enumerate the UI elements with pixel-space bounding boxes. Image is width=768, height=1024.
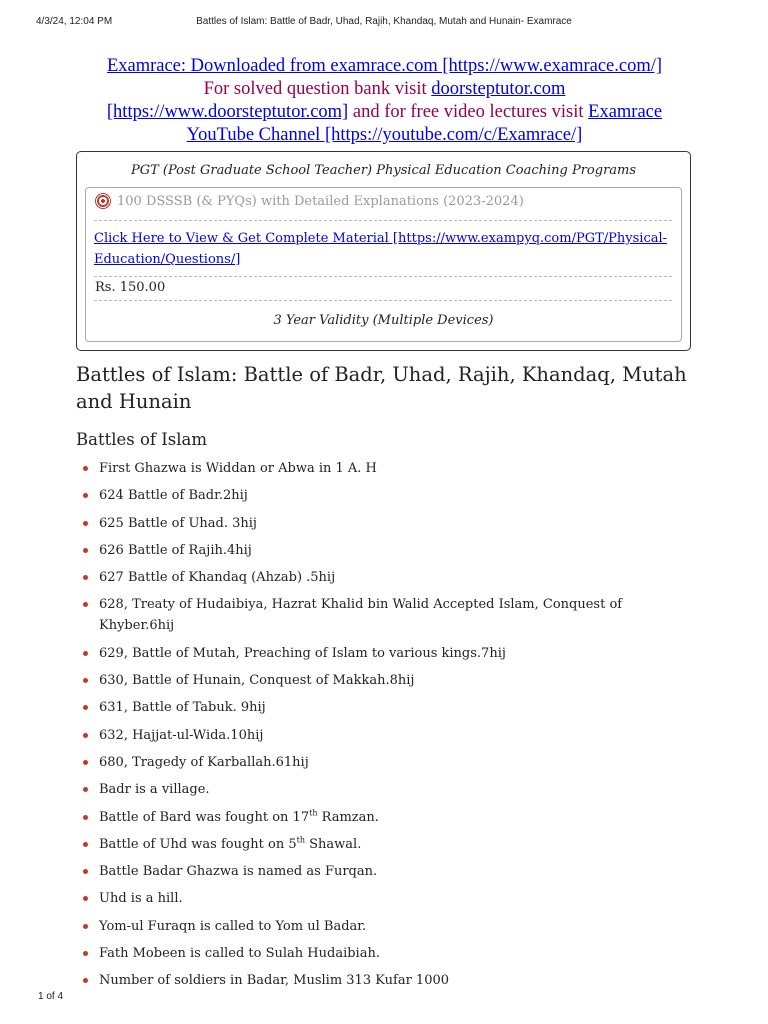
list-item: Badr is a village. — [80, 779, 690, 800]
list-item: 680, Tragedy of Karballah.61hij — [80, 752, 690, 773]
print-title: Battles of Islam: Battle of Badr, Uhad, Rajih, Khandaq, Mutah and Hunain- Examrace — [196, 16, 572, 27]
list-item: 626 Battle of Rajih.4hij — [80, 540, 690, 561]
list-item: 630, Battle of Hunain, Conquest of Makkah.8hij — [80, 670, 690, 691]
promo-item — [95, 193, 524, 209]
list-item: First Ghazwa is Widdan or Abwa in 1 A. H — [80, 458, 690, 479]
promo-box — [76, 151, 691, 351]
price: Rs. 150.00 — [95, 280, 166, 295]
doorsteptutor-url-link[interactable]: [https://www.doorsteptutor.com] — [106, 102, 349, 122]
list-item: Battle of Uhd was fought on 5th Shawal. — [80, 834, 690, 855]
examrace-youtube-link[interactable]: Examrace — [588, 102, 663, 122]
promo-card — [85, 187, 682, 342]
list-item: Uhd is a hill. — [80, 888, 690, 909]
print-datetime: 4/3/24, 12:04 PM — [36, 16, 113, 27]
youtube-channel-link[interactable]: YouTube Channel [https://youtube.com/c/Examrace/] — [186, 125, 583, 145]
list-item: Battle of Bard was fought on 17th Ramzan. — [80, 807, 690, 828]
material-link[interactable]: Click Here to View & Get Complete Material [https://www.exampyq.com/PGT/Physical-Education/Questions/] — [94, 231, 668, 267]
article-title: Battles of Islam: Battle of Badr, Uhad, Rajih, Khandaq, Mutah and Hunain — [76, 363, 687, 413]
list-item: 629, Battle of Mutah, Preaching of Islam to various kings.7hij — [80, 643, 690, 664]
target-icon — [95, 193, 111, 209]
list-item: Number of soldiers in Badar, Muslim 313 Kufar 1000 — [80, 970, 690, 991]
list-item: 628, Treaty of Hudaibiya, Hazrat Khalid bin Walid Accepted Islam, Conquest of Khyber.6hij — [80, 594, 690, 636]
examrace-link[interactable]: Examrace: Downloaded from examrace.com [https://www.examrace.com/] — [106, 56, 663, 76]
banner-text-1: For solved question bank visit — [203, 79, 427, 99]
list-item: Fath Mobeen is called to Sulah Hudaibiah. — [80, 943, 690, 964]
print-header — [0, 16, 768, 30]
doorsteptutor-link[interactable]: doorsteptutor.com — [431, 79, 566, 99]
divider — [94, 220, 672, 221]
promo-title: PGT (Post Graduate School Teacher) Physical Education Coaching Programs — [130, 163, 637, 178]
list-item: 631, Battle of Tabuk. 9hij — [80, 697, 690, 718]
source-banner — [76, 55, 693, 147]
section-heading: Battles of Islam — [76, 430, 208, 449]
list-item: 625 Battle of Uhad. 3hij — [80, 513, 690, 534]
list-item: 632, Hajjat-ul-Wida.10hij — [80, 725, 690, 746]
list-item: 624 Battle of Badr.2hij — [80, 485, 690, 506]
promo-item-label: 100 DSSSB (& PYQs) with Detailed Explanations (2023-2024) — [117, 193, 524, 209]
banner-text-2: and for free video lectures visit — [352, 102, 584, 122]
page-number: 1 of 4 — [38, 991, 64, 1002]
validity: 3 Year Validity (Multiple Devices) — [273, 313, 494, 328]
facts-list — [80, 458, 690, 998]
list-item: Yom-ul Furaqn is called to Yom ul Badar. — [80, 916, 690, 937]
list-item: 627 Battle of Khandaq (Ahzab) .5hij — [80, 567, 690, 588]
list-item: Battle Badar Ghazwa is named as Furqan. — [80, 861, 690, 882]
divider — [94, 276, 672, 277]
divider — [94, 300, 672, 301]
